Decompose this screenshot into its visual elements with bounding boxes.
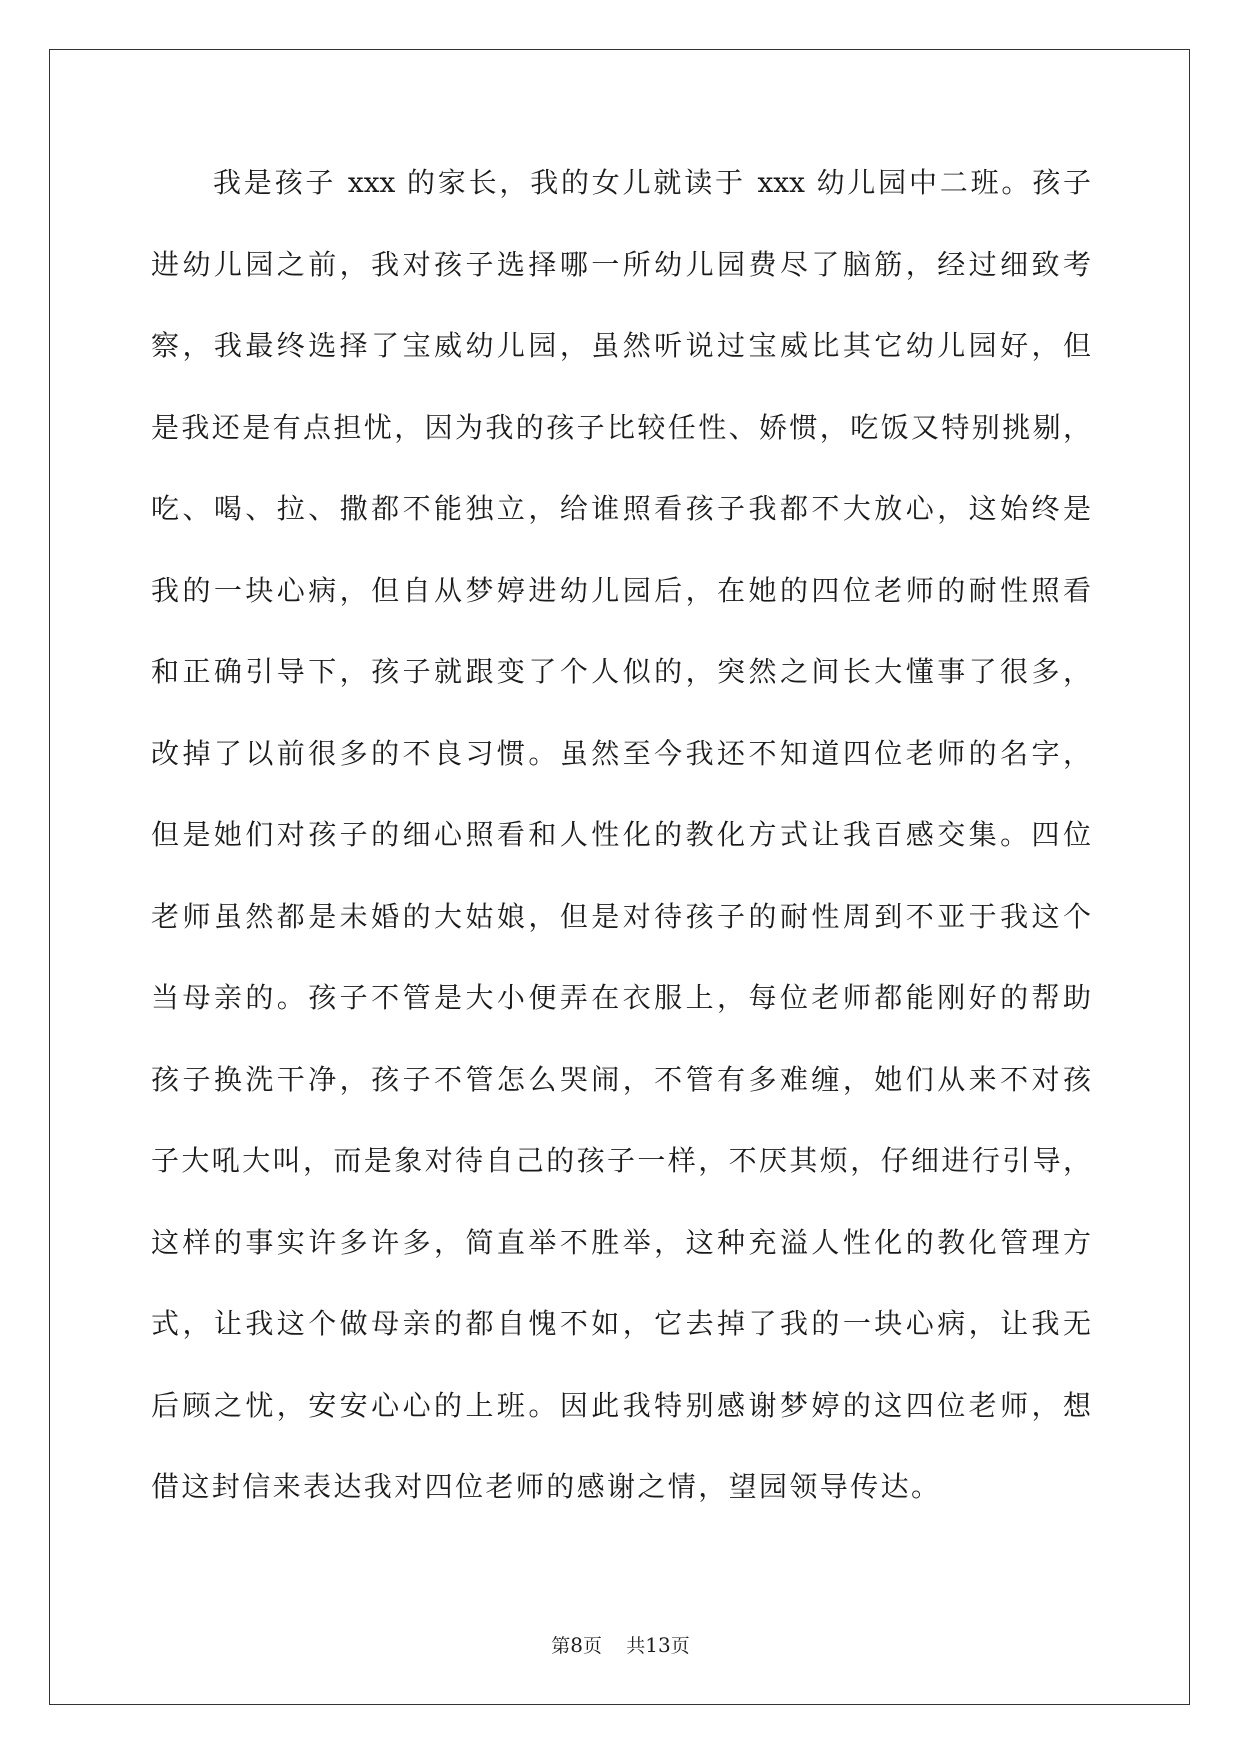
text-line-13: 子大吼大叫，而是象对待自己的孩子一样，不厌其烦，仔细进行引导， [151,1144,1091,1177]
text-line-5: 吃、喝、拉、撒都不能独立，给谁照看孩子我都不大放心，这始终是 [151,492,1091,525]
text-line-7: 和正确引导下，孩子就跟变了个人似的，突然之间长大懂事了很多， [151,655,1091,688]
text-line-3: 察，我最终选择了宝威幼儿园，虽然听说过宝威比其它幼儿园好，但 [151,329,1091,362]
total-suffix: 页 [670,1635,690,1657]
text-line-14: 这样的事实许多许多，简直举不胜举，这种充溢人性化的教化管理方 [151,1225,1091,1259]
footer-gap [602,1635,626,1657]
page-total-number: 13 [645,1633,671,1657]
text-line-4: 是我还是有点担忧，因为我的孩子比较任性、娇惯，吃饭又特别挑剔， [151,410,1091,444]
text-line-16: 后顾之忧，安安心心的上班。因此我特别感谢梦婷的这四位老师，想 [151,1388,1091,1422]
text-line-15: 式，让我这个做母亲的都自愧不如，它去掉了我的一块心病，让我无 [151,1307,1091,1340]
text-line-2: 进幼儿园之前，我对孩子选择哪一所幼儿园费尽了脑筋，经过细致考 [151,247,1091,281]
page-suffix: 页 [583,1635,603,1657]
text-line-8: 改掉了以前很多的不良习惯。虽然至今我还不知道四位老师的名字， [151,736,1091,770]
page-current-number: 8 [570,1633,584,1657]
total-prefix: 共 [626,1635,646,1657]
page-footer [0,1633,1241,1658]
page-prefix: 第 [551,1635,571,1657]
text-line-11: 当母亲的。孩子不管是大小便弄在衣服上，每位老师都能刚好的帮助 [151,981,1091,1014]
text-line-6: 我的一块心病，但自从梦婷进幼儿园后，在她的四位老师的耐性照看 [151,573,1091,607]
text-line-1: 我是孩子 xxx 的家长，我的女儿就读于 xxx 幼儿园中二班。孩子 [213,166,1091,199]
letter-body [151,162,1091,1548]
text-line-9: 但是她们对孩子的细心照看和人性化的教化方式让我百感交集。四位 [151,818,1091,851]
text-line-10: 老师虽然都是未婚的大姑娘，但是对待孩子的耐性周到不亚于我这个 [151,899,1091,933]
text-line-17: 借这封信来表达我对四位老师的感谢之情，望园领导传达。 [151,1470,942,1503]
text-line-12: 孩子换洗干净，孩子不管怎么哭闹，不管有多难缠，她们从来不对孩 [151,1062,1091,1096]
